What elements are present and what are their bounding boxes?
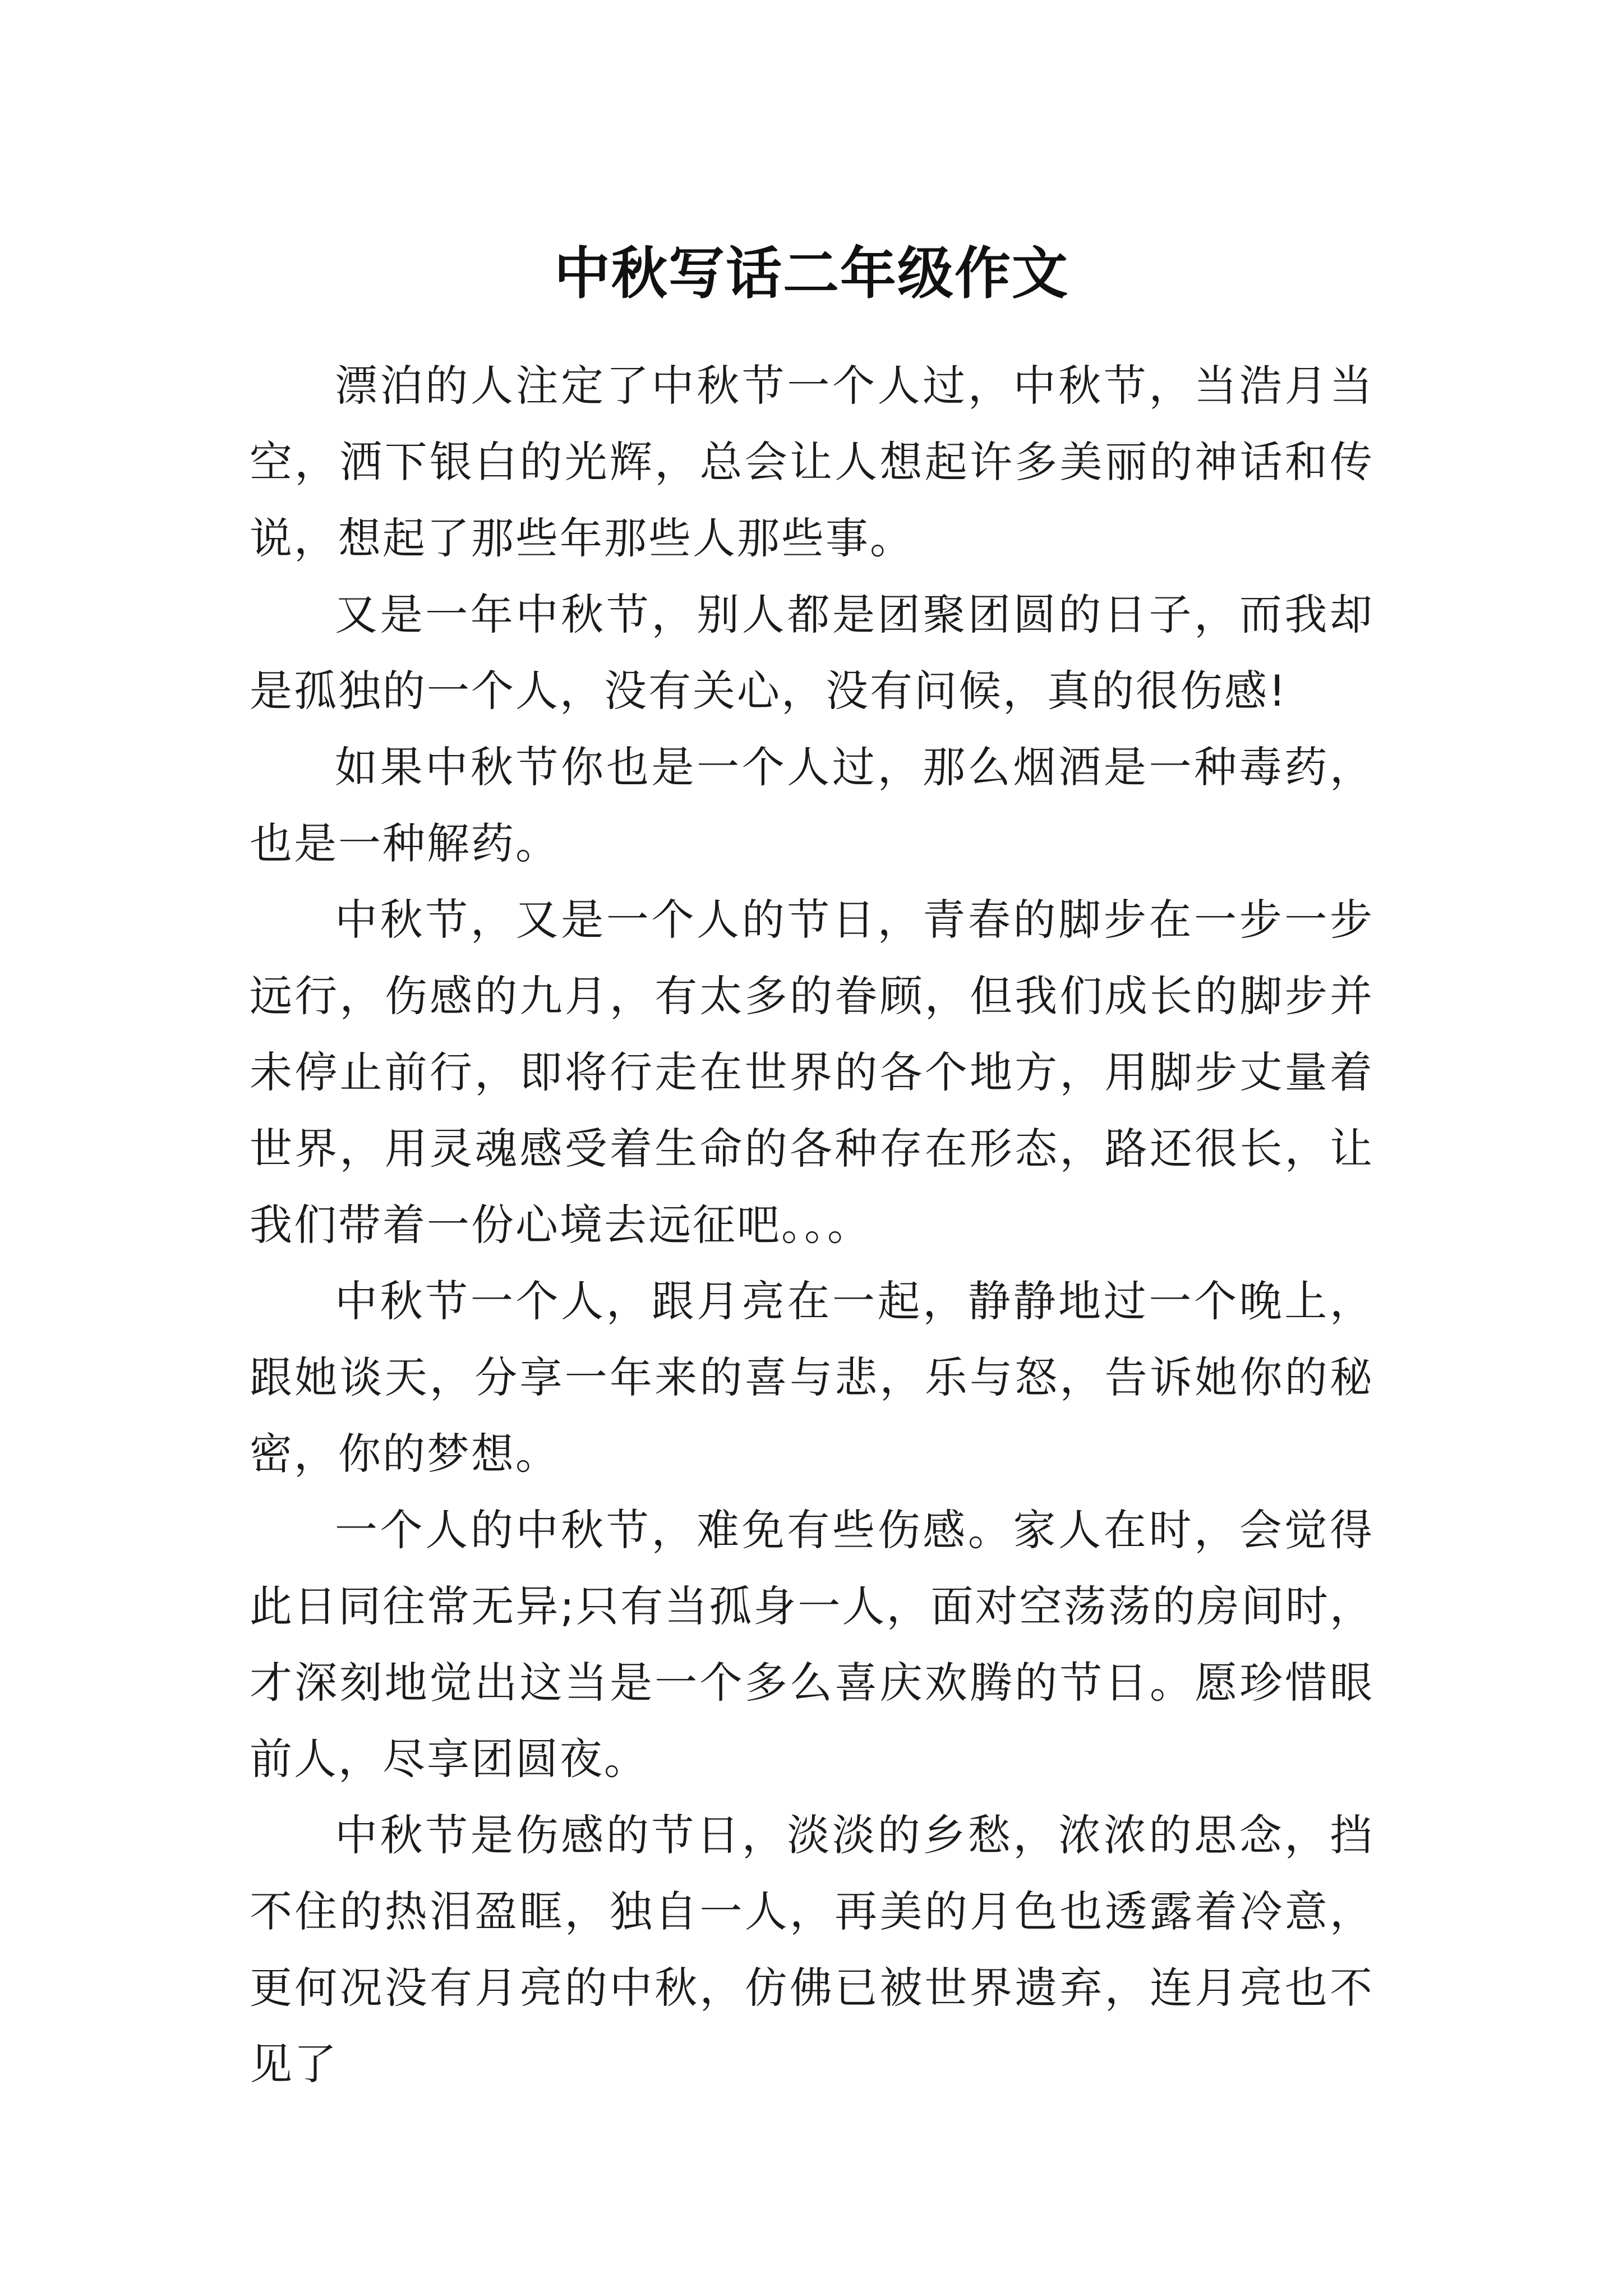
- paragraph-6: 一个人的中秋节，难免有些伤感。家人在时，会觉得此日同往常无异;只有当孤身一人，面对空荡荡的房间时，才深刻地觉出这当是一个多么喜庆欢腾的节日。愿珍惜眼前人，尽享团圆夜。: [250, 1505, 1374, 1784]
- paragraph-7: 中秋节是伤感的节日，淡淡的乡愁，浓浓的思念，挡不住的热泪盈眶，独自一人，再美的月色也透露着冷意，更何况没有月亮的中秋，仿佛已被世界遗弃，连月亮也不见了: [250, 1810, 1374, 2089]
- paragraph-4: 中秋节，又是一个人的节日，青春的脚步在一步一步远行，伤感的九月，有太多的眷顾，但我们成长的脚步并未停止前行，即将行走在世界的各个地方，用脚步丈量着世界，用灵魂感受着生命的各种存在形态，路还很长，让我们带着一份心境去远征吧。。。: [250, 895, 1374, 1250]
- document-title: 中秋写话二年级作文: [554, 240, 1069, 306]
- document-body: [250, 348, 1374, 2102]
- paragraph-5: 中秋节一个人，跟月亮在一起，静静地过一个晚上，跟她谈天，分享一年来的喜与悲，乐与怒，告诉她你的秘密，你的梦想。: [250, 1276, 1374, 1479]
- paragraph-1: 漂泊的人注定了中秋节一个人过，中秋节，当浩月当空，洒下银白的光辉，总会让人想起许多美丽的神话和传说，想起了那些年那些人那些事。: [250, 361, 1374, 563]
- paragraph-2: 又是一年中秋节，别人都是团聚团圆的日子，而我却是孤独的一个人，没有关心，没有问候，真的很伤感!: [250, 590, 1374, 716]
- paragraph-3: 如果中秋节你也是一个人过，那么烟酒是一种毒药，也是一种解药。: [250, 742, 1374, 868]
